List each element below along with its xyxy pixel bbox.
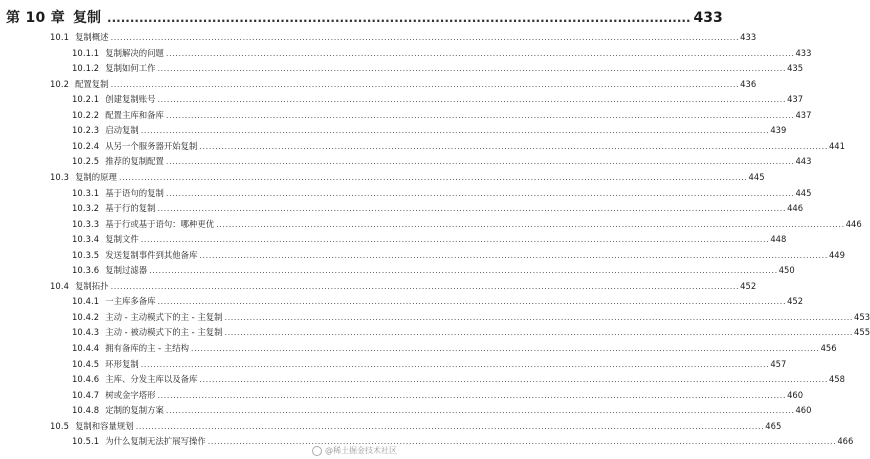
section-title: 基于行或基于语句：哪种更优	[105, 218, 215, 229]
toc-subsection-row	[72, 389, 804, 401]
dot-leader: ................................................................................................................................	[107, 11, 691, 25]
page-number: 452	[787, 296, 804, 307]
section-title: 启动复制	[105, 125, 139, 136]
section-title: 复制拓扑	[75, 280, 109, 291]
page-number: 456	[820, 343, 837, 353]
page-number: 452	[740, 280, 757, 291]
toc-subsection-row	[72, 140, 845, 152]
toc-section-row	[50, 280, 757, 292]
dot-leader: ........................................................................................................................................................................................................	[165, 157, 795, 167]
toc-subsection-row	[72, 93, 804, 105]
page-number: 453	[854, 311, 870, 322]
toc-section-row	[50, 78, 757, 90]
section-number: 10.4	[50, 280, 70, 291]
page-number: 448	[770, 234, 787, 245]
toc-subsection-row	[72, 109, 812, 121]
section-title: 一主库多备库	[105, 296, 156, 307]
section-number: 10.3.1	[72, 187, 100, 198]
section-title: 拥有备库的主 - 主结构	[105, 343, 189, 353]
watermark	[312, 445, 397, 456]
section-title: 复制的原理	[75, 171, 117, 182]
toc-subsection-row	[72, 124, 787, 136]
dot-leader: ........................................................................................................................................................................................................	[165, 110, 795, 120]
dot-leader: ........................................................................................................................................................................................................	[118, 172, 748, 182]
page-number: 435	[787, 63, 804, 74]
dot-leader: ........................................................................................................................................................................................................	[190, 344, 820, 353]
section-title: 复制解决的问题	[105, 47, 164, 58]
section-number: 10.2.4	[72, 140, 100, 151]
page-number: 443	[795, 156, 812, 167]
page-number: 433	[740, 32, 757, 42]
section-number: 10.2	[50, 78, 70, 89]
section-title: 复制概述	[75, 32, 109, 42]
dot-leader: ........................................................................................................................................................................................................	[140, 359, 770, 369]
section-title: 复制和容量规划	[75, 420, 134, 431]
section-number: 10.4.1	[72, 296, 100, 307]
section-number: 10.3.3	[72, 218, 100, 229]
toc-subsection-row	[72, 202, 804, 214]
page-number: 455	[854, 327, 870, 338]
toc-subsection-row	[72, 218, 862, 230]
section-title: 配置复制	[75, 78, 109, 89]
section-number: 10.4.4	[72, 343, 100, 353]
chapter-page-number: 433	[693, 10, 723, 26]
section-number: 10.4.3	[72, 327, 100, 338]
dot-leader: ........................................................................................................................................................................................................	[140, 126, 770, 136]
page-number: 445	[748, 171, 765, 182]
page-number: 445	[795, 187, 812, 198]
dot-leader: ........................................................................................................................................................................................................	[224, 328, 854, 338]
page-number: 460	[795, 405, 812, 416]
chapter-title: 复制	[73, 10, 102, 26]
dot-leader: ........................................................................................................................................................................................................	[135, 421, 765, 431]
section-number: 10.2.5	[72, 156, 100, 167]
section-number: 10.4.6	[72, 374, 100, 385]
section-title: 环形复制	[105, 358, 139, 369]
chapter-heading	[6, 7, 723, 27]
chapter-number: 第 10 章	[6, 10, 66, 26]
section-number: 10.3.6	[72, 265, 100, 276]
dot-leader: ........................................................................................................................................................................................................	[157, 390, 787, 400]
page-number: 466	[837, 436, 854, 447]
section-title: 复制过滤器	[105, 265, 148, 276]
toc-section-row	[50, 31, 757, 43]
section-title: 主库、分发主库以及备库	[105, 374, 198, 385]
toc-subsection-row	[72, 342, 837, 354]
toc-subsection-row	[72, 249, 845, 261]
section-title: 定制的复制方案	[105, 405, 164, 416]
toc-subsection-row	[72, 373, 845, 385]
page-number: 450	[778, 265, 795, 276]
dot-leader: ........................................................................................................................................................................................................	[149, 266, 778, 276]
page-number: 446	[787, 203, 804, 214]
page-number: 458	[828, 374, 845, 385]
dot-leader: ........................................................................................................................................................................................................	[110, 33, 740, 42]
toc-subsection-row	[72, 311, 870, 323]
page-number: 446	[845, 218, 862, 229]
dot-leader: ........................................................................................................................................................................................................	[110, 79, 740, 89]
section-title: 复制如何工作	[105, 63, 156, 74]
section-title: 主动 - 被动模式下的主 - 主复制	[105, 327, 223, 338]
section-title: 发送复制事件到其他备库	[105, 249, 198, 260]
section-title: 树或金字塔形	[105, 389, 156, 400]
dot-leader: ........................................................................................................................................................................................................	[110, 281, 740, 291]
page-number: 441	[828, 140, 845, 151]
toc-subsection-row	[72, 47, 812, 59]
dot-leader: ........................................................................................................................................................................................................	[140, 235, 770, 245]
toc-subsection-row	[72, 264, 795, 276]
dot-leader: ........................................................................................................................................................................................................	[157, 95, 787, 105]
section-number: 10.3.5	[72, 249, 100, 260]
section-number: 10.2.2	[72, 109, 100, 120]
watermark-text: @稀土掘金技术社区	[325, 446, 397, 455]
page-number: 437	[787, 94, 804, 105]
section-number: 10.1	[50, 32, 70, 42]
dot-leader: ........................................................................................................................................................................................................	[165, 188, 795, 198]
page-number: 439	[770, 125, 787, 136]
section-title: 基于行的复制	[105, 203, 156, 214]
section-title: 基于语句的复制	[105, 187, 164, 198]
toc-subsection-row	[72, 295, 804, 307]
toc-section-row	[50, 420, 782, 432]
section-number: 10.2.1	[72, 94, 100, 105]
page-number: 460	[787, 389, 804, 400]
toc-subsection-row	[72, 155, 812, 167]
dot-leader: ........................................................................................................................................................................................................	[216, 219, 845, 229]
page-number: 437	[795, 109, 812, 120]
section-title: 为什么复制无法扩展写操作	[105, 436, 206, 447]
dot-leader: ........................................................................................................................................................................................................	[199, 141, 828, 151]
dot-leader: ........................................................................................................................................................................................................	[199, 250, 828, 260]
section-number: 10.5	[50, 420, 70, 431]
section-number: 10.4.5	[72, 358, 100, 369]
page-number: 436	[740, 78, 757, 89]
section-number: 10.3	[50, 171, 70, 182]
page-number: 433	[795, 47, 812, 58]
dot-leader: ........................................................................................................................................................................................................	[224, 312, 854, 322]
section-number: 10.3.2	[72, 203, 100, 214]
dot-leader: ........................................................................................................................................................................................................	[157, 297, 787, 307]
section-number: 10.1.2	[72, 63, 100, 74]
toc-subsection-row	[72, 187, 812, 199]
page-number: 457	[770, 358, 787, 369]
page-number: 465	[765, 420, 782, 431]
dot-leader: ........................................................................................................................................................................................................	[165, 48, 795, 58]
toc-subsection-row	[72, 404, 812, 416]
toc-subsection-row	[72, 62, 804, 74]
section-title: 复制文件	[105, 234, 139, 245]
section-number: 10.3.4	[72, 234, 100, 245]
section-title: 创建复制账号	[105, 94, 156, 105]
community-logo-icon	[312, 446, 322, 456]
section-number: 10.5.1	[72, 436, 100, 447]
dot-leader: ........................................................................................................................................................................................................	[199, 375, 828, 385]
section-title: 配置主库和备库	[105, 109, 164, 120]
section-number: 10.4.8	[72, 405, 100, 416]
page-number: 449	[828, 249, 845, 260]
toc-section-row	[50, 171, 765, 183]
section-number: 10.2.3	[72, 125, 100, 136]
toc-subsection-row	[72, 326, 870, 338]
section-number: 10.4.2	[72, 311, 100, 322]
toc-subsection-row	[72, 358, 787, 370]
section-title: 主动 - 主动模式下的主 - 主复制	[105, 311, 223, 322]
dot-leader: ........................................................................................................................................................................................................	[165, 406, 795, 416]
toc-subsection-row	[72, 233, 787, 245]
section-title: 推荐的复制配置	[105, 156, 164, 167]
dot-leader: ........................................................................................................................................................................................................	[157, 204, 787, 214]
section-title: 从另一个服务器开始复制	[105, 140, 198, 151]
dot-leader: ........................................................................................................................................................................................................	[157, 64, 787, 74]
dot-leader: ........................................................................................................................................................................................................	[207, 437, 837, 447]
section-number: 10.4.7	[72, 389, 100, 400]
section-number: 10.1.1	[72, 47, 100, 58]
